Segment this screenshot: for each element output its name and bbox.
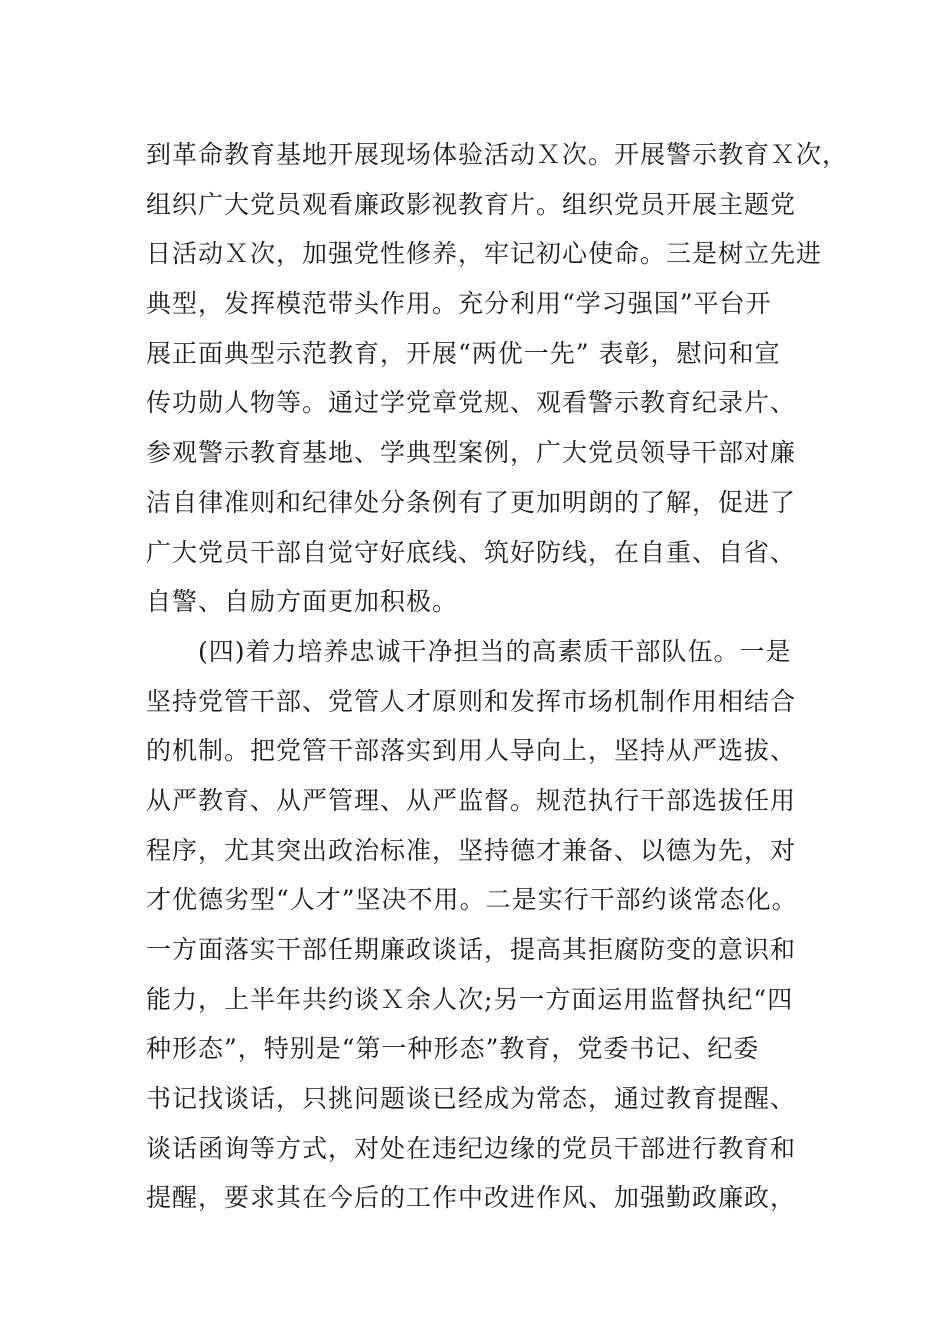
text-line: 的机制。把党管干部落实到用人导向上，坚持从严选拔、: [146, 736, 797, 766]
text-line: 到革命教育基地开展现场体验活动Ｘ次。开展警示教育Ｘ次，: [146, 140, 849, 169]
text-line: 展正面典型示范教育，开展“两优一先” 表彰，慰问和宣: [146, 338, 781, 368]
section-heading-line: (四)着力培养忠诚干净担当的高素质干部队伍。一是: [198, 636, 792, 666]
text-line: 参观警示教育基地、学典型案例，广大党员领导干部对廉: [146, 438, 797, 468]
text-line: 一方面落实干部任期廉政谈话，提高其拒腐防变的意识和: [146, 935, 797, 964]
text-line: 坚持党管干部、党管人才原则和发挥市场机制作用相结合: [146, 686, 797, 716]
text-line: 组织广大党员观看廉政影视教育片。组织党员开展主题党: [146, 189, 797, 219]
text-line: 种形态”，特别是“第一种形态”教育，党委书记、纪委: [146, 1034, 760, 1064]
text-line: 自警、自励方面更加积极。: [146, 587, 459, 617]
text-line: 典型，发挥模范带头作用。充分利用“学习强国”平台开: [146, 289, 772, 319]
text-line: 广大党员干部自觉守好底线、筑好防线，在自重、自省、: [146, 537, 797, 567]
text-line: 提醒，要求其在今后的工作中改进作风、加强勤政廉政，: [146, 1183, 797, 1213]
text-line: 日活动Ｘ次，加强党性修养，牢记初心使命。三是树立先进: [146, 239, 823, 269]
text-line: 才优德劣型“人才”坚决不用。二是实行干部约谈常态化。: [146, 885, 798, 915]
text-line: 能力，上半年共约谈Ｘ余人次;另一方面运用监督执纪“四: [146, 984, 794, 1014]
text-line: 程序，尤其突出政治标准，坚持德才兼备、以德为先，对: [146, 835, 797, 865]
text-line: 洁自律准则和纪律处分条例有了更加明朗的了解，促进了: [146, 487, 797, 517]
text-line: 谈话函询等方式，对处在违纪边缘的党员干部进行教育和: [146, 1133, 797, 1163]
body-text: [146, 130, 849, 1223]
text-line: 从严教育、从严管理、从严监督。规范执行干部选拔任用: [146, 785, 797, 815]
text-line: 书记找谈话，只挑问题谈已经成为常态，通过教育提醒、: [146, 1084, 797, 1114]
text-line: 传功勋人物等。通过学党章党规、观看警示教育纪录片、: [146, 388, 797, 418]
